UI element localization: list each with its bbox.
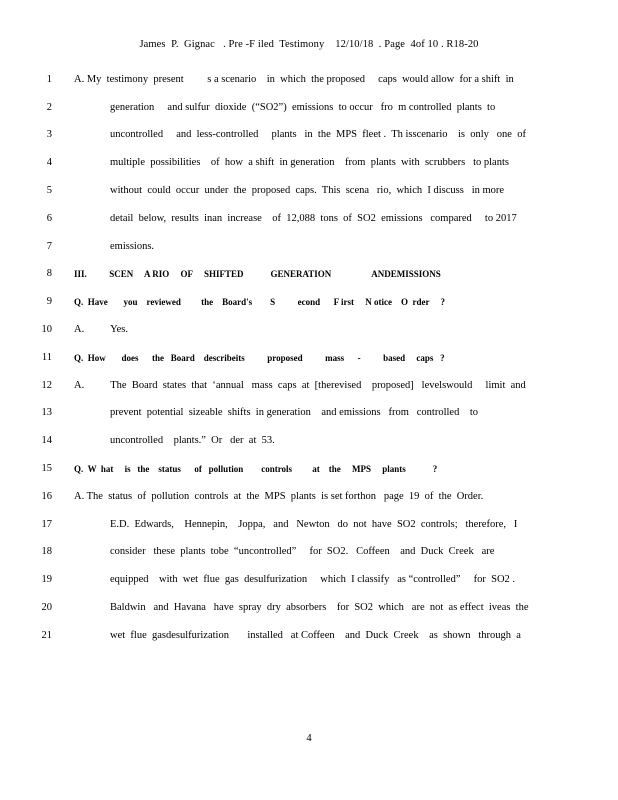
line-number: 11 bbox=[41, 352, 52, 363]
line-number: 7 bbox=[46, 241, 52, 252]
page-number: 4 bbox=[306, 733, 312, 744]
line-16 bbox=[0, 491, 618, 507]
line-3 bbox=[0, 129, 618, 145]
line-text: Baldwin and Havana have spray dry absorbers for SO2 which are not as effect iveas the bbox=[110, 602, 529, 613]
line-14 bbox=[0, 435, 618, 451]
line-19 bbox=[0, 574, 618, 590]
line-number: 18 bbox=[41, 546, 52, 557]
line-number: 4 bbox=[46, 157, 52, 168]
line-text: prevent potential sizeable shifts in generation and emissions from controlled to bbox=[110, 407, 478, 418]
section-heading: III. SCEN A RIO OF SHIFTED GENERATION ANDEMISSIONS bbox=[74, 269, 441, 279]
line-text: uncontrolled plants.” Or der at 53. bbox=[110, 435, 275, 446]
line-number: 14 bbox=[41, 435, 52, 446]
line-text: emissions. bbox=[110, 241, 155, 252]
line-number: 20 bbox=[41, 602, 52, 613]
line-text: uncontrolled and less-controlled plants in the MPS fleet . Th isscenario is only one of bbox=[110, 129, 526, 140]
line-text: generation and sulfur dioxide (“SO2”) emissions to occur fro m controlled plants to bbox=[110, 102, 496, 113]
question-text: Q. W hat is the status of pollution controls at the MPS plants ? bbox=[74, 464, 438, 474]
line-number: 8 bbox=[46, 268, 52, 279]
answer-text: A. Yes. bbox=[74, 324, 128, 335]
answer-text: A. The status of pollution controls at the MPS plants is set forthon page 19 of the Order. bbox=[74, 491, 484, 502]
line-number: 12 bbox=[41, 380, 52, 391]
line-8 bbox=[0, 268, 618, 284]
line-text: multiple possibilities of how a shift in generation from plants with scrubbers to plants bbox=[110, 157, 509, 168]
line-text: E.D. Edwards, Hennepin, Joppa, and Newton do not have SO2 controls; therefore, I bbox=[110, 519, 518, 530]
line-number: 10 bbox=[41, 324, 52, 335]
line-9 bbox=[0, 296, 618, 312]
line-1 bbox=[0, 74, 618, 90]
answer-text: A. The Board states that ‘annual mass caps at [therevised proposed] levelswould limit and bbox=[74, 380, 526, 391]
line-17 bbox=[0, 519, 618, 535]
line-text: without could occur under the proposed caps. This scena rio, which I discuss in more bbox=[110, 185, 505, 196]
line-6 bbox=[0, 213, 618, 229]
line-11 bbox=[0, 352, 618, 368]
line-text: consider these plants tobe “uncontrolled” for SO2. Coffeen and Duck Creek are bbox=[110, 546, 495, 557]
line-5 bbox=[0, 185, 618, 201]
line-number: 13 bbox=[41, 407, 52, 418]
question-text: Q. How does the Board describeits proposed mass - based caps ? bbox=[74, 353, 445, 363]
line-number: 6 bbox=[46, 213, 52, 224]
line-number: 15 bbox=[41, 463, 52, 474]
line-number: 19 bbox=[41, 574, 52, 585]
line-text: detail below, results inan increase of 12,088 tons of SO2 emissions compared to 2017 bbox=[110, 213, 517, 224]
line-number: 21 bbox=[41, 630, 52, 641]
line-15 bbox=[0, 463, 618, 479]
line-number: 5 bbox=[46, 185, 52, 196]
page-header: James P. Gignac . Pre -F iled Testimony 12/10/18 . Page 4of 10 . R18-20 bbox=[139, 39, 479, 50]
line-4 bbox=[0, 157, 618, 173]
line-10 bbox=[0, 324, 618, 340]
line-number: 9 bbox=[46, 296, 52, 307]
line-number: 2 bbox=[46, 102, 52, 113]
line-number: 3 bbox=[46, 129, 52, 140]
line-21 bbox=[0, 630, 618, 646]
line-text: wet flue gasdesulfurization installed at Coffeen and Duck Creek as shown through a bbox=[110, 630, 521, 641]
line-text: equipped with wet flue gas desulfurization which I classify as “controlled” for SO2 . bbox=[110, 574, 516, 585]
line-number: 17 bbox=[41, 519, 52, 530]
line-2 bbox=[0, 102, 618, 118]
line-number: 1 bbox=[46, 74, 52, 85]
line-7 bbox=[0, 241, 618, 257]
line-13 bbox=[0, 407, 618, 423]
line-12 bbox=[0, 380, 618, 396]
question-text: Q. Have you reviewed the Board's S econd F irst N otice O rder ? bbox=[74, 297, 446, 307]
line-text: A. My testimony present s a scenario in which the proposed caps would allow for a shift in bbox=[74, 74, 514, 85]
line-number: 16 bbox=[41, 491, 52, 502]
line-18 bbox=[0, 546, 618, 562]
line-20 bbox=[0, 602, 618, 618]
